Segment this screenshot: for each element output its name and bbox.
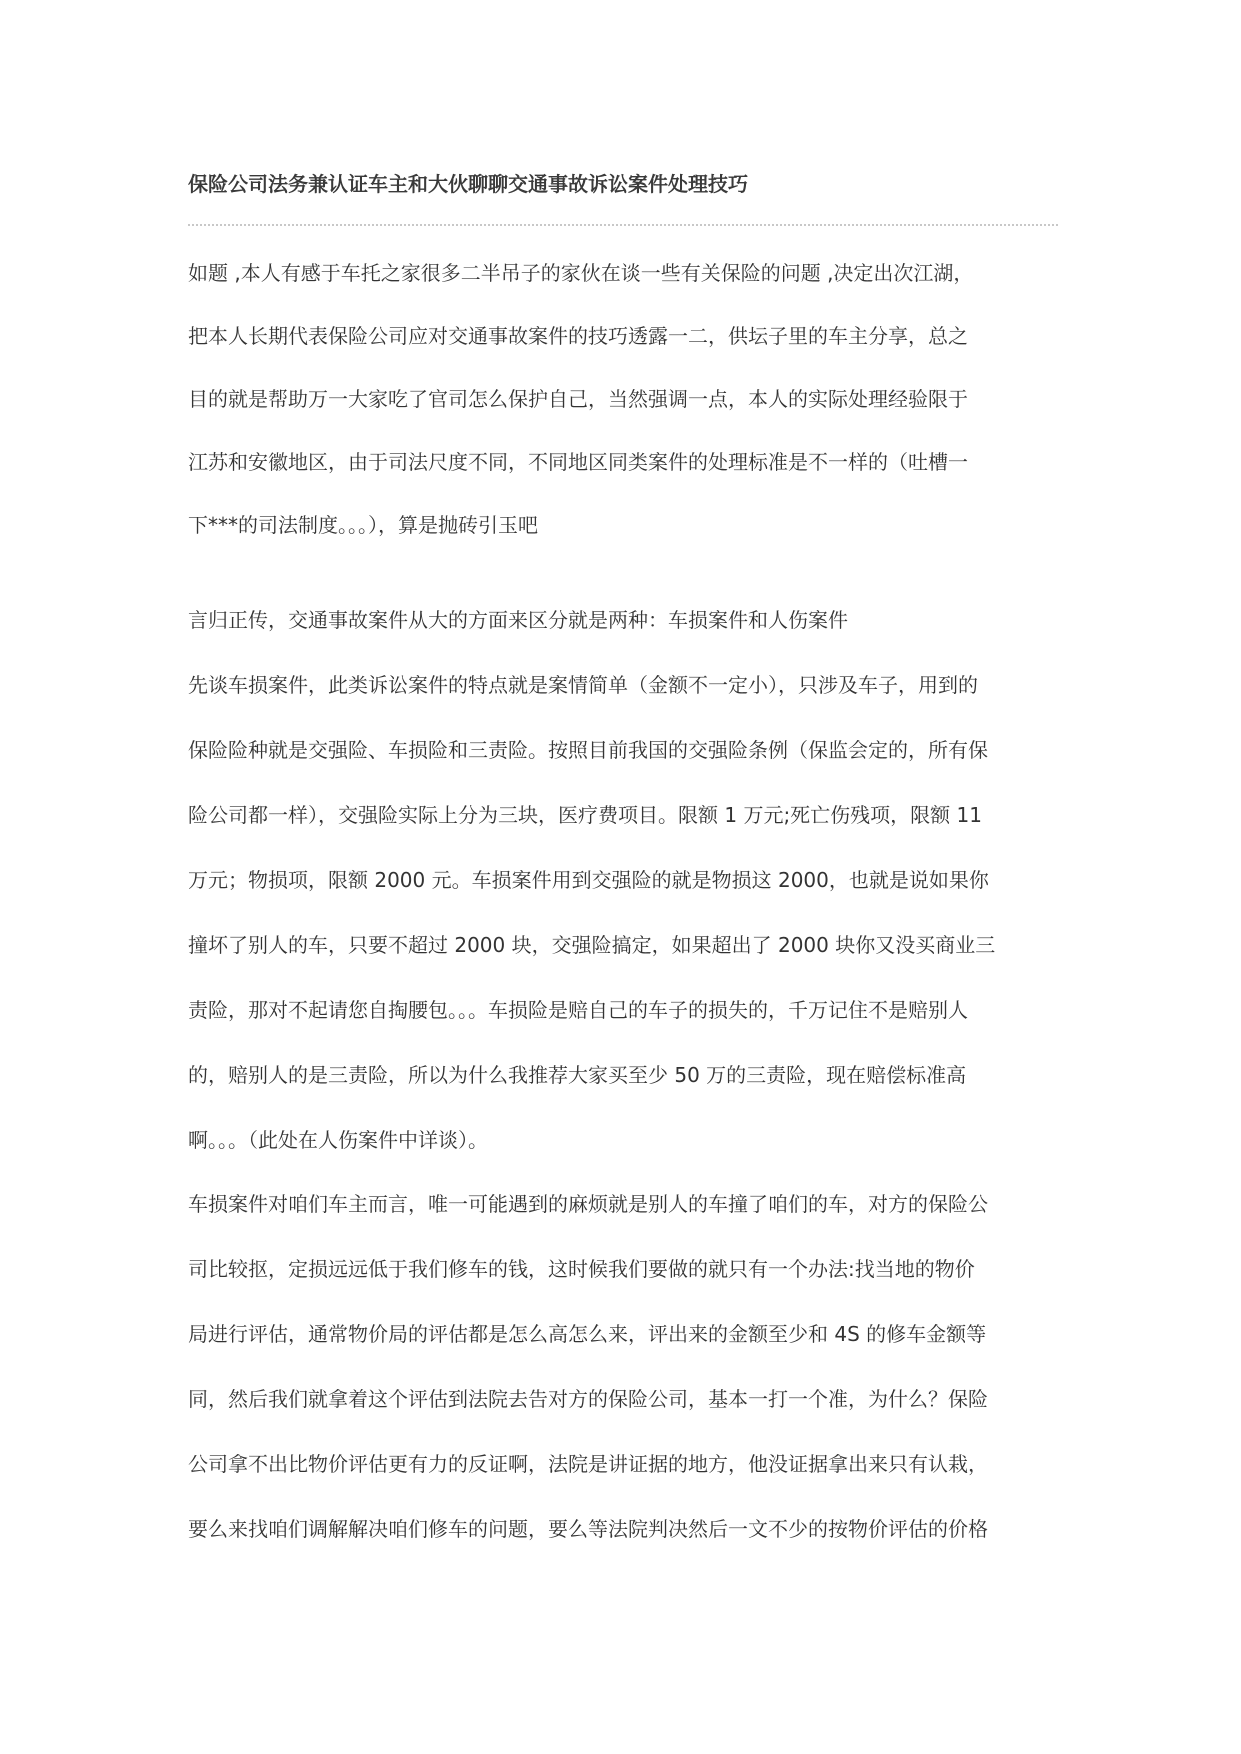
article-title: 保险公司法务兼认证车主和大伙聊聊交通事故诉讼案件处理技巧	[188, 172, 748, 196]
paragraph-line: 局进行评估，通常物价局的评估都是怎么高怎么来，评出来的金额至少和 4S 的修车金额等	[188, 1322, 987, 1346]
paragraph-line: 把本人长期代表保险公司应对交通事故案件的技巧透露一二，供坛子里的车主分享，总之	[188, 324, 968, 348]
paragraph-line: 万元；物损项，限额 2000 元。车损案件用到交强险的就是物损这 2000，也就是说如果你	[188, 868, 989, 892]
paragraph-line: 同，然后我们就拿着这个评估到法院去告对方的保险公司，基本一打一个准，为什么？保险	[188, 1387, 988, 1411]
paragraph-line: 要么来找咱们调解解决咱们修车的问题，要么等法院判决然后一文不少的按物价评估的价格	[188, 1517, 988, 1541]
paragraph-line: 言归正传，交通事故案件从大的方面来区分就是两种：车损案件和人伤案件	[188, 608, 848, 632]
paragraph-line: 车损案件对咱们车主而言，唯一可能遇到的麻烦就是别人的车撞了咱们的车，对方的保险公	[188, 1192, 988, 1216]
paragraph-line: 先谈车损案件，此类诉讼案件的特点就是案情简单（金额不一定小），只涉及车子，用到的	[188, 673, 978, 697]
paragraph-line: 责险，那对不起请您自掏腰包。。。车损险是赔自己的车子的损失的，千万记住不是赔别人	[188, 998, 968, 1022]
paragraph-line: 啊。。。（此处在人伤案件中详谈）。	[188, 1128, 488, 1152]
paragraph-line: 目的就是帮助万一大家吃了官司怎么保护自己，当然强调一点，本人的实际处理经验限于	[188, 387, 968, 411]
paragraph-line: 江苏和安徽地区，由于司法尺度不同，不同地区同类案件的处理标准是不一样的（吐槽一	[188, 450, 968, 474]
paragraph-line: 的，赔别人的是三责险，所以为什么我推荐大家买至少 50 万的三责险，现在赔偿标准高	[188, 1063, 967, 1087]
paragraph-line: 司比较抠，定损远远低于我们修车的钱，这时候我们要做的就只有一个办法:找当地的物价	[188, 1257, 975, 1281]
paragraph-line: 下***的司法制度。。。），算是抛砖引玉吧	[188, 513, 538, 537]
paragraph-line: 撞坏了别人的车，只要不超过 2000 块，交强险搞定，如果超出了 2000 块你又没买商业三	[188, 933, 996, 957]
paragraph-line: 如题 ,本人有感于车托之家很多二半吊子的家伙在谈一些有关保险的问题 ,决定出次江湖，	[188, 261, 974, 285]
title-divider	[188, 224, 1058, 226]
paragraph-line: 公司拿不出比物价评估更有力的反证啊，法院是讲证据的地方，他没证据拿出来只有认栽，	[188, 1452, 988, 1476]
paragraph-line: 险公司都一样），交强险实际上分为三块，医疗费项目。限额 1 万元;死亡伤残项，限额 11	[188, 803, 982, 827]
paragraph-line: 保险险种就是交强险、车损险和三责险。按照目前我国的交强险条例（保监会定的，所有保	[188, 738, 988, 762]
